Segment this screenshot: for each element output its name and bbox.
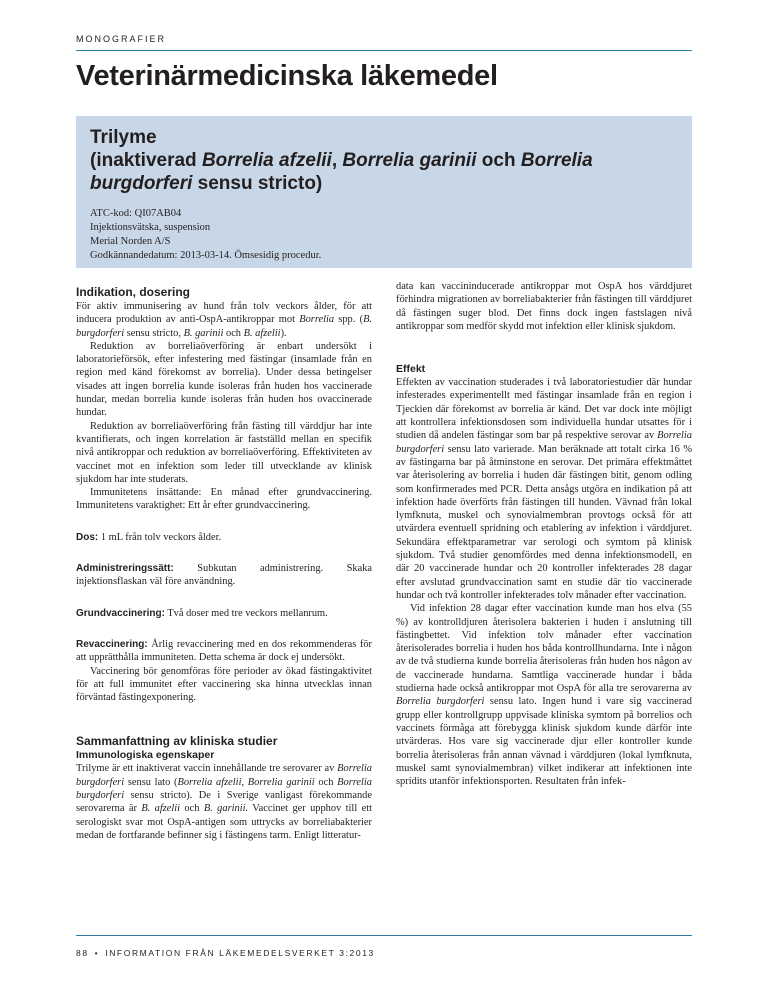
- title-text: och: [476, 150, 521, 171]
- administration-paragraph: [76, 562, 372, 589]
- text: Effekten av vaccination studerades i två laboratoriestudier där hundar infesterades experimentellt med fästingar insamlade från en region i Tjeckien där förekomst av borrelia är känd. Det var dock inte möjligt att kontrollera infektionsdosen som individuella hundar utsattes för i studien då andelen fästingar som bar på respektive serovar av: [396, 377, 692, 442]
- section-label: MONOGRAFIER: [76, 34, 167, 44]
- paragraph: [396, 602, 692, 788]
- dose-label: Dos:: [76, 531, 99, 543]
- text: sensu lato. Ingen hund i vare sig vaccinerad grupp eller kontrollgrupp uppvisade kliniska symtom på borrelios och vaccinets förmåga att förebygga klinisk sjukdom kunde därför inte utvärderas. Hos vare sig vaccinerade djur eller kontroller kunde borrelia återisoleras från annan vävnad i värddjuren (lokal lymfknuta, muskel samt synovialmembran) vilket indikerar att infektionen inte spridits utanför infektionsporten. Resultaten från infek-: [396, 696, 693, 788]
- species: B. afzelii: [141, 803, 181, 815]
- paragraph: [76, 300, 372, 340]
- text: Trilyme är ett inaktiverat vaccin innehållande tre serovarer av: [76, 763, 338, 775]
- drug-name: Trilyme: [90, 127, 157, 148]
- paragraph: Reduktion av borreliaöverföring från fästing till värddjur har inte kvantifierats, och ingen korrelation är fastställd mellan en specifik nivå antikroppar och reduktion av borreliaöverföring. Effektiviteten av vaccinet mot en infektion som leder till utvecklande av klinisk sjukdom har inte studerats.: [76, 420, 372, 485]
- paragraph: Reduktion av borreliaöverföring är enbart undersökt i laboratorieförsök, efter infestering med fästingar (insamlade från en region med känd förekomst av borrelia). Under dessa betingelser visades att ingen borrelia kunde isoleras från huden hos vaccinerade hundar, medan borrelia kunde isoleras från huden hos ovaccinerade hundar.: [76, 340, 372, 419]
- text: För aktiv immunisering av hund från tolv veckors ålder, för att inducera produktion av anti-OspA-antikroppar mot: [76, 301, 372, 326]
- species: Borrelia afzelii: [177, 776, 242, 788]
- text: sensu lato (: [124, 776, 178, 788]
- species: Borrelia burgdorferi: [396, 430, 692, 455]
- page-number: 88: [76, 948, 89, 958]
- text: Vid infektion 28 dagar efter vaccination kunde man hos elva (55 %) av kontrolldjuren återisolera bakterien i huden i anslutning till fästingbettet. Vid infektion tolv månader efter vaccination återisolerades borrelia i huden hos båda kontrollhundarna. Inte i någon av de två studierna kunde borrelia återisoleras från huden hos någon av de vaccinerade hundarna. Samtliga vaccinerade hundar i båda studierna hade också antikroppar mot OspA för alla tre serovarerna av: [396, 603, 692, 695]
- top-divider: [76, 50, 692, 51]
- administration-label: Administreringssätt:: [76, 563, 174, 575]
- drug-title: [90, 126, 678, 195]
- pharmaceutical-form: Injektionsvätska, suspension: [90, 222, 211, 233]
- paragraph: data kan vaccininducerade antikroppar mot OspA hos värddjuret förhindra migrationen av borreliabakterier från fästingen till värddjuret då fästingen suger blod. Det finns dock ingen fastslagen nivå antikroppar som medför skydd mot infektion eller klinisk sjukdom.: [396, 281, 692, 332]
- text: och: [223, 327, 244, 339]
- text: Årlig revaccinering med en dos rekommenderas för att upprätthålla immuniteten. Detta schema är dock ej undersökt.: [76, 638, 372, 664]
- species: B. garinii.: [203, 803, 249, 815]
- drug-info-box: [76, 116, 692, 268]
- species: B. burgdorferi: [76, 314, 373, 339]
- text: Vaccinet ger upphov till ett serologiskt svar mot OspA-antigen som uttrycks av borreliabakterier medan de fortfarande befinner sig i fästingens tarm. Enligt litteratur-: [76, 803, 372, 841]
- left-column: [76, 285, 372, 842]
- text: och: [314, 776, 338, 788]
- species: Borrelia: [299, 314, 335, 326]
- title-species: Borrelia: [520, 150, 593, 171]
- right-column: [396, 280, 692, 788]
- text: Två doser med tre veckors mellanrum.: [164, 607, 328, 619]
- species: Borrelia burgdorferi: [76, 763, 372, 788]
- text: spp. (: [334, 314, 364, 326]
- title-text: ,: [331, 150, 343, 171]
- text: sensu stricto). De i Sverige vanligast förekommande serovarerna är: [76, 790, 372, 815]
- revaccination-label: Revaccinering:: [76, 638, 148, 650]
- paragraph: Immunitetens insättande: En månad efter grundvaccinering. Immunitetens varaktighet: Ett år efter grundvaccinering.: [76, 487, 372, 512]
- drug-meta: [90, 207, 678, 263]
- primary-vaccination-label: Grundvaccinering:: [76, 607, 165, 619]
- footer: [76, 948, 375, 958]
- title-species: Borrelia afzelii: [201, 150, 332, 171]
- paragraph: Vaccinering bör genomföras före perioder av ökad fästingaktivitet för att full immunitet efter vaccinering ska hinna utvecklas innan förväntad fästingexponering.: [76, 665, 372, 704]
- species: Borrelia garinii: [247, 776, 315, 788]
- heading-sammanfattning: Sammanfattning av kliniska studier: [76, 734, 278, 749]
- species: Borrelia burgdorferi: [396, 696, 485, 708]
- bottom-divider: [76, 935, 692, 936]
- page-title: Veterinärmedicinska läkemedel: [76, 60, 498, 92]
- species: Borrelia burgdorferi: [76, 776, 372, 802]
- text: sensu lato varierade. Man beräknade att totalt cirka 16 % av fästingarna bar på åtminstone en serovar. Det primära effektmåttet var återisolering av borrelia i huden där fästingen bitit, genom odling som konfirmerades med PCR. Detta ansågs utgöra en indikation på att infektion hade överförts från fästingen till hunden. Vävnad från lokal lymfknuta, muskel och synovialmembran provtogs också för att utvärdera eventuell spridning och etablering av infektion i värddjuret. Sekundära effektparametrar var serologi och symtom på klinisk sjukdom. Två studier genomfördes med denna infektionsmodell, en där 20 vaccinerade hundar och 20 kontroller infekterades 28 dagar efter avslutad grundvaccination samt en studie där tio vaccinerade hundar och två kontroller infekterades tolv månader efter vaccination.: [396, 443, 692, 601]
- species: B. afzelii: [243, 327, 281, 339]
- subheading-effekt: Effekt: [396, 363, 426, 376]
- title-species: burgdorferi: [90, 173, 193, 194]
- text: ,: [241, 776, 248, 788]
- revaccination-paragraph: [76, 638, 372, 665]
- text: ).: [280, 327, 287, 339]
- text: sensu stricto,: [124, 327, 184, 339]
- title-species: Borrelia garinii: [342, 150, 477, 171]
- subheading-immunologiska: Immunologiska egenskaper: [76, 749, 215, 762]
- company: Merial Norden A/S: [90, 236, 171, 247]
- text: 1 mL från tolv veckors ålder.: [98, 531, 222, 543]
- paragraph: [396, 376, 692, 602]
- species: B. garinii: [183, 327, 224, 339]
- publication-name: INFORMATION FRÅN LÄKEMEDELSVERKET 3:2013: [105, 948, 375, 958]
- primary-vaccination-paragraph: [76, 607, 372, 620]
- approval-date: Godkännandedatum: 2013-03-14. Ömsesidig procedur.: [90, 250, 322, 261]
- atc-code: ATC-kod: QI07AB04: [90, 208, 182, 219]
- dose-paragraph: [76, 531, 372, 544]
- title-text: (inaktiverad: [90, 150, 202, 171]
- text: och: [180, 803, 204, 815]
- text: Subkutan administrering. Skaka injektionsflaskan väl före användning.: [76, 563, 372, 588]
- separator-dot: •: [94, 948, 100, 958]
- paragraph: [76, 762, 372, 842]
- heading-indikation: Indikation, dosering: [76, 285, 191, 299]
- title-text: sensu stricto): [192, 173, 323, 194]
